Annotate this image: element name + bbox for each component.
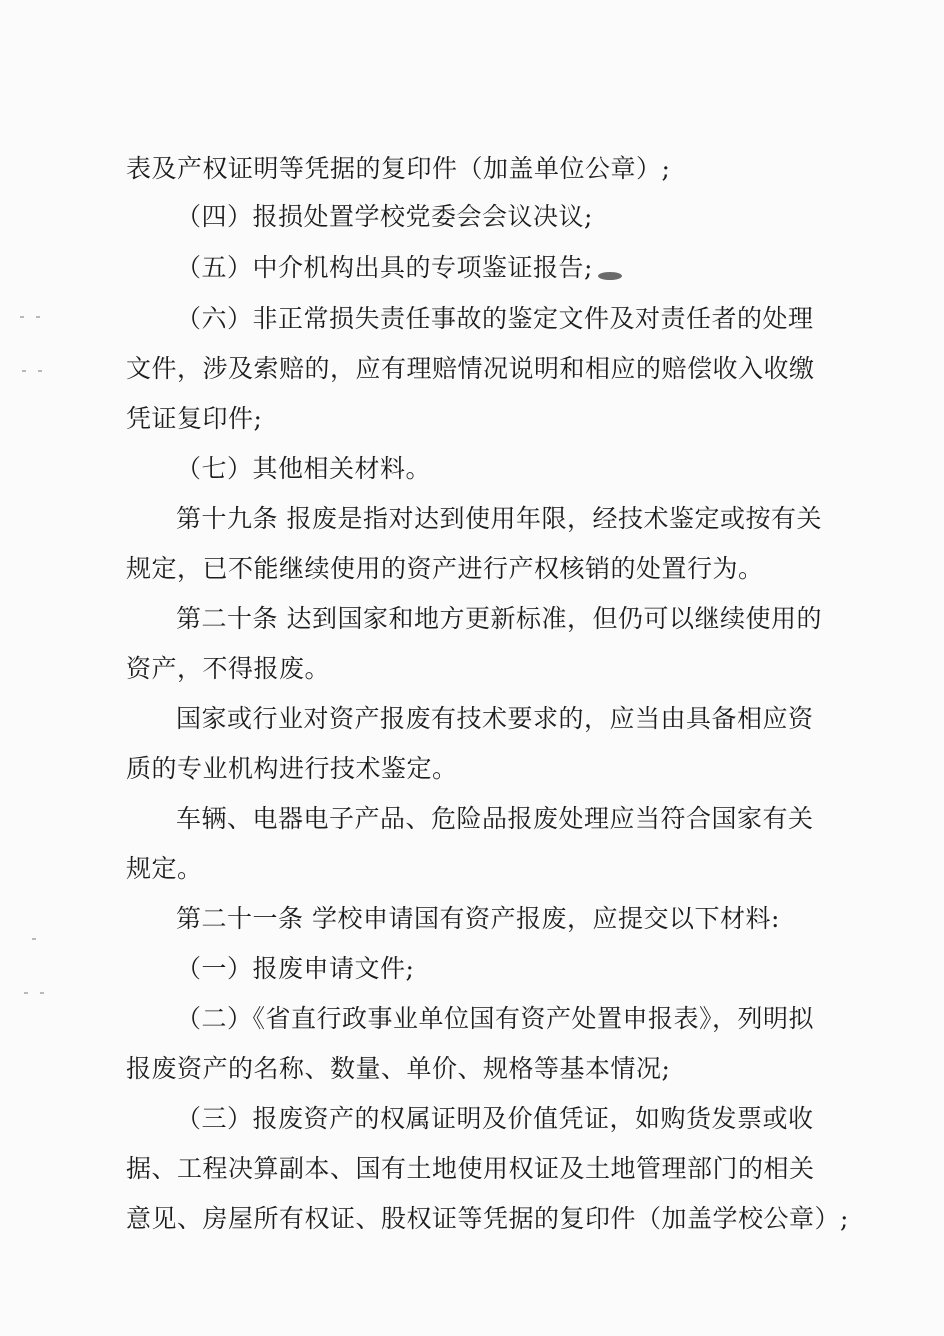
text-line: 质的专业机构进行技术鉴定。 (126, 754, 458, 783)
text-line: 意见、房屋所有权证、股权证等凭据的复印件（加盖学校公章）; (126, 1204, 849, 1233)
text-line: 国家或行业对资产报废有技术要求的，应当由具备相应资 (176, 704, 814, 733)
binding-hole-mark (22, 370, 26, 372)
binding-hole-mark (32, 938, 36, 940)
binding-hole-mark (24, 992, 28, 994)
text-line: （四）报损处置学校党委会会议决议; (176, 202, 593, 231)
text-line: 第二十一条 学校申请国有资产报废，应提交以下材料: (176, 904, 780, 933)
text-line: 资产，不得报废。 (126, 654, 331, 683)
binding-hole-mark (20, 316, 24, 318)
binding-hole-mark (38, 370, 42, 372)
ink-smudge (598, 272, 622, 280)
text-line: 车辆、电器电子产品、危险品报废处理应当符合国家有关 (176, 804, 814, 833)
text-line: 规定。 (126, 854, 203, 883)
text-line: 据、工程决算副本、国有土地使用权证及土地管理部门的相关 (126, 1154, 815, 1183)
text-line: （五）中介机构出具的专项鉴证报告; (176, 253, 593, 282)
text-line: 表及产权证明等凭据的复印件（加盖单位公章）; (126, 154, 671, 183)
text-line: 第十九条 报废是指对达到使用年限，经技术鉴定或按有关 (176, 504, 822, 533)
text-line: 凭证复印件; (126, 404, 263, 433)
text-line: （三）报废资产的权属证明及价值凭证，如购货发票或收 (176, 1104, 814, 1133)
text-line: 报废资产的名称、数量、单价、规格等基本情况; (126, 1054, 671, 1083)
binding-hole-mark (36, 316, 40, 318)
text-line: 第二十条 达到国家和地方更新标准，但仍可以继续使用的 (176, 604, 822, 633)
text-line: （一）报废申请文件; (176, 954, 415, 983)
text-line: （六）非正常损失责任事故的鉴定文件及对责任者的处理 (176, 304, 814, 333)
text-line: （七）其他相关材料。 (176, 454, 432, 483)
text-line: （二）《省直行政事业单位国有资产处置申报表》，列明拟 (176, 1004, 815, 1033)
text-line: 规定，已不能继续使用的资产进行产权核销的处置行为。 (126, 554, 764, 583)
text-line: 文件，涉及索赔的，应有理赔情况说明和相应的赔偿收入收缴 (126, 354, 815, 383)
binding-hole-mark (40, 992, 44, 994)
